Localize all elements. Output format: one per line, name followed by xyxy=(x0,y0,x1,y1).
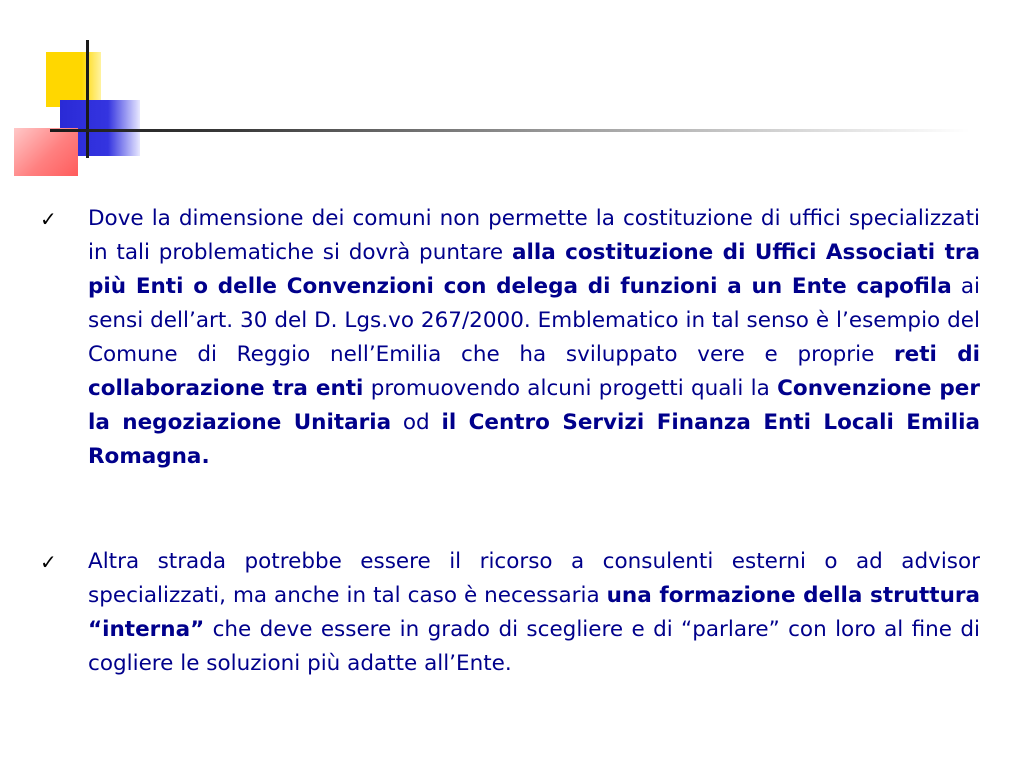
check-icon: ✓ xyxy=(40,550,57,574)
bold-text-run: il Centro Servizi Finanza Enti Locali Emilia Romagna. xyxy=(88,410,980,469)
text-run: Dove la dimensione dei comuni non permette la costituzione di uffici specializzati in tali problematiche si dovrà puntare xyxy=(88,206,980,265)
yellow-square xyxy=(46,52,101,107)
bold-text-run: una formazione della struttura “interna” xyxy=(88,583,980,642)
horizontal-rule xyxy=(50,129,970,132)
bold-text-run: alla costituzione di Uffici Associati tra più Enti o delle Convenzioni con delega di funzioni a un Ente capofila xyxy=(88,240,980,299)
bullet-item xyxy=(40,545,980,681)
bullet-text xyxy=(88,202,980,474)
text-run: od xyxy=(391,410,442,435)
bold-text-run: reti di collaborazione tra enti xyxy=(88,342,981,401)
check-icon: ✓ xyxy=(40,207,57,231)
bold-text-run: Convenzione per la negoziazione Unitaria xyxy=(88,376,980,435)
bullet-item xyxy=(40,202,980,474)
red-square xyxy=(14,128,78,176)
text-run: ai sensi dell’art. 30 del D. Lgs.vo 267/2000. Emblematico in tal senso è l’esempio del Comune di Reggio nell’Emilia che ha sviluppato vere e proprie xyxy=(88,274,980,367)
bullet-text xyxy=(88,545,980,681)
vertical-rule xyxy=(86,40,89,158)
text-run: Altra strada potrebbe essere il ricorso a consulenti esterni o ad advisor specializzati, ma anche in tal caso è necessaria xyxy=(88,549,980,608)
text-run: promuovendo alcuni progetti quali la xyxy=(363,376,778,401)
text-run: che deve essere in grado di scegliere e di “parlare” con loro al fine di cogliere le soluzioni più adatte all’Ente. xyxy=(88,617,980,676)
